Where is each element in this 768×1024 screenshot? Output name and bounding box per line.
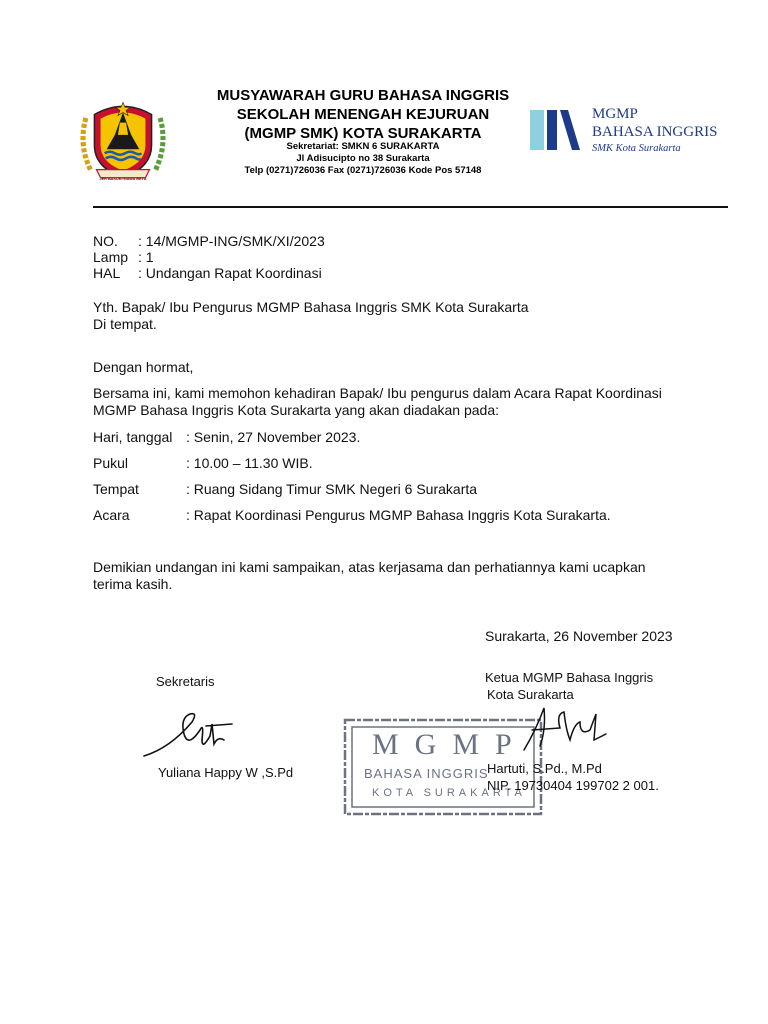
intro-line1: Bersama ini, kami memohon kehadiran Bapak/ Ibu pengurus dalam Acara Rapat Koordinasi	[93, 385, 662, 401]
detail-label-event: Acara	[93, 507, 130, 523]
secretary-signature	[140, 700, 250, 760]
stamp-text-bahasa-inggris: BAHASA INGGRIS	[364, 766, 489, 781]
header-contact: Telp (0271)726036 Fax (0271)726036 Kode Pos 57148	[244, 165, 482, 176]
header-org-line3: (MGMP SMK) KOTA SURAKARTA	[244, 125, 482, 142]
meta-value-lamp: : 1	[138, 249, 154, 265]
header-secretariat: Sekretariat: SMKN 6 SURAKARTA	[286, 141, 440, 152]
sig-right-title2: Kota Surakarta	[487, 687, 574, 702]
header-org-line1: MUSYAWARAH GURU BAHASA INGGRIS	[216, 87, 510, 104]
greeting: Dengan hormat,	[93, 359, 194, 375]
central-java-crest-logo	[72, 88, 174, 190]
detail-label-time: Pukul	[93, 455, 129, 471]
detail-value-place: : Ruang Sidang Timur SMK Negeri 6 Surakarta	[186, 481, 478, 497]
detail-value-event: : Rapat Koordinasi Pengurus MGMP Bahasa Inggris Kota Surakarta.	[186, 507, 611, 523]
recipient-line: Yth. Bapak/ Ibu Pengurus MGMP Bahasa Inggris SMK Kota Surakarta	[93, 299, 529, 315]
header-address: Jl Adisucipto no 38 Surakarta	[296, 153, 430, 164]
place-date: Surakarta, 26 November 2023	[485, 628, 673, 644]
meta-label-lamp: Lamp	[93, 249, 129, 265]
stamp-text-kota-surakarta: KOTA SURAKARTA	[372, 787, 526, 799]
mgmp-book-logo	[530, 108, 588, 154]
logo-text-mgmp: MGMP	[592, 106, 638, 122]
logo-text-smk-kota-surakarta: SMK Kota Surakarta	[592, 143, 681, 154]
chairperson-signature	[520, 700, 610, 760]
sig-left-title: Sekretaris	[156, 674, 215, 689]
meta-label-no: NO.	[93, 233, 118, 249]
header-org-line2: SEKOLAH MENENGAH KEJURUAN	[236, 106, 490, 123]
header-divider	[93, 206, 728, 208]
sig-right-nip: NIP. 19730404 199702 2 001.	[487, 778, 659, 793]
detail-value-time: : 10.00 – 11.30 WIB.	[186, 455, 313, 471]
meta-value-hal: : Undangan Rapat Koordinasi	[138, 265, 322, 281]
meta-label-hal: HAL	[93, 265, 121, 281]
detail-label-place: Tempat	[93, 481, 139, 497]
detail-label-date: Hari, tanggal	[93, 429, 173, 445]
crest-motto: JER BASUKI MAWA BEYA	[99, 177, 147, 181]
recipient-place: Di tempat.	[93, 316, 157, 332]
logo-text-bahasa-inggris: BAHASA INGGRIS	[592, 124, 718, 140]
intro-line2: MGMP Bahasa Inggris Kota Surakarta yang akan diadakan pada:	[93, 402, 499, 418]
sig-right-name: Hartuti, S.Pd., M.Pd	[487, 761, 602, 776]
sig-right-title1: Ketua MGMP Bahasa Inggris	[485, 670, 654, 685]
closing-line1: Demikian undangan ini kami sampaikan, atas kerjasama dan perhatiannya kami ucapkan	[93, 559, 646, 575]
stamp-text-mgmp: MGMP	[372, 728, 528, 761]
meta-value-no: : 14/MGMP-ING/SMK/XI/2023	[138, 233, 325, 249]
sig-left-name: Yuliana Happy W ,S.Pd	[158, 765, 294, 780]
detail-value-date: : Senin, 27 November 2023.	[186, 429, 361, 445]
closing-line2: terima kasih.	[93, 576, 173, 592]
